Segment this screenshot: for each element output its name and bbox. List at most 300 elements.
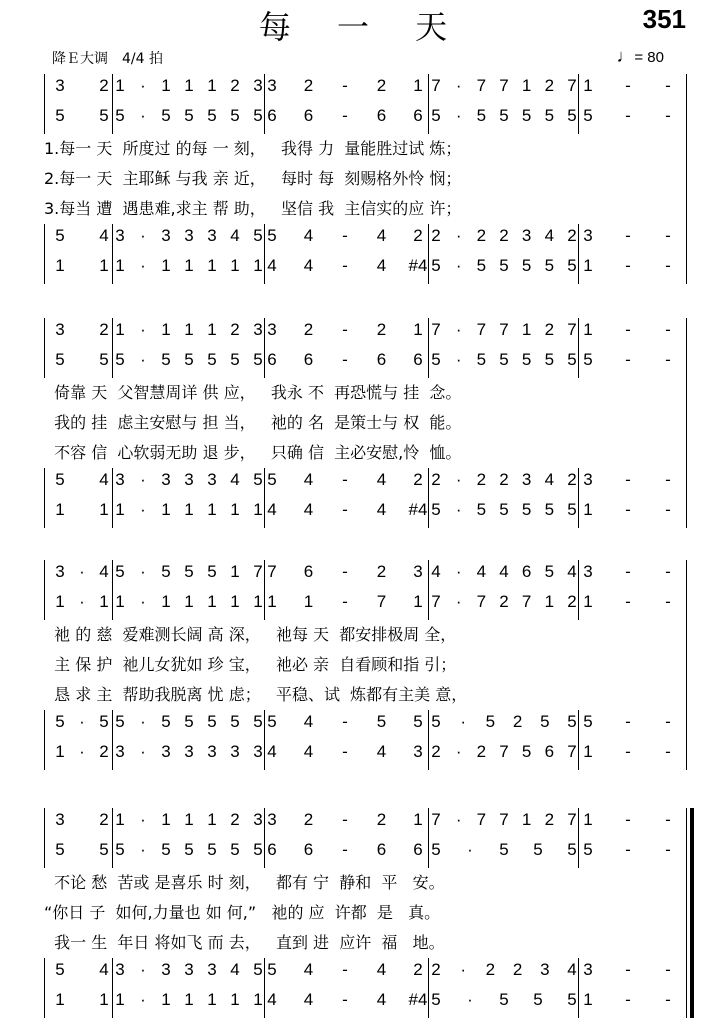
lyric-line	[0, 378, 724, 408]
lyric-text: 倚靠 天 父智慧周详 供 应， 我永 不 再恐慌与 挂 念。	[44, 383, 462, 402]
dash-mark: -	[342, 742, 348, 761]
notation-line	[0, 318, 724, 348]
note-mark: 2	[476, 742, 487, 761]
system-end-line	[686, 560, 687, 770]
note-mark: 4	[303, 226, 314, 245]
note-mark: 5	[533, 840, 543, 859]
note-mark: 3	[267, 810, 277, 829]
note-mark: 5	[55, 106, 65, 125]
note-mark: 4	[99, 960, 109, 979]
note-mark: 5	[267, 960, 277, 979]
note-mark: 7	[376, 592, 387, 611]
note-mark: 2	[376, 76, 387, 95]
bar-line	[578, 710, 579, 770]
note-mark: 7	[567, 320, 577, 339]
bar-line	[264, 958, 265, 1018]
system-start-line	[44, 958, 45, 1018]
note-mark: 3	[55, 320, 65, 339]
note-mark: 1	[207, 320, 217, 339]
note-mark: 3	[207, 226, 217, 245]
dot-mark: ·	[140, 562, 146, 581]
note-mark: 5	[99, 840, 109, 859]
note-mark: 5	[431, 712, 441, 731]
note-mark: 4	[230, 226, 240, 245]
dash-mark: -	[342, 562, 348, 581]
dash-mark: -	[665, 592, 671, 611]
notation-line	[0, 710, 724, 740]
note-mark: 2	[376, 810, 387, 829]
dash-mark: -	[625, 712, 631, 731]
lyric-line	[0, 680, 724, 710]
note-mark: 1	[230, 990, 240, 1009]
note-mark: 6	[413, 350, 423, 369]
note-mark: 5	[544, 500, 555, 519]
note-mark: 2	[413, 960, 423, 979]
dash-mark: -	[342, 350, 348, 369]
note-mark: 4	[303, 990, 314, 1009]
note-mark: 7	[431, 320, 441, 339]
dash-mark: -	[665, 742, 671, 761]
dash-mark: -	[665, 256, 671, 275]
note-mark: 5	[533, 990, 543, 1009]
note-mark: 1	[55, 592, 65, 611]
note-mark: 1	[583, 742, 593, 761]
note-mark: 2	[303, 320, 314, 339]
dash-mark: -	[625, 470, 631, 489]
note-mark: 1	[184, 500, 194, 519]
bar-line	[428, 74, 429, 134]
note-mark: 1	[207, 990, 217, 1009]
dash-mark: -	[625, 256, 631, 275]
note-mark: 5	[253, 350, 263, 369]
note-mark: #4	[408, 500, 428, 519]
note-mark: 7	[431, 592, 441, 611]
note-mark: 4	[431, 562, 441, 581]
note-mark: 4	[303, 500, 314, 519]
dash-mark: -	[625, 990, 631, 1009]
note-mark: 4	[303, 256, 314, 275]
note-mark: 5	[99, 106, 109, 125]
note-mark: 5	[431, 500, 441, 519]
note-mark: 5	[230, 350, 240, 369]
note-mark: 7	[499, 810, 509, 829]
lyric-line	[0, 134, 724, 164]
dot-mark: ·	[140, 960, 146, 979]
note-mark: 1	[583, 500, 593, 519]
note-mark: 4	[230, 470, 240, 489]
dot-mark: ·	[140, 226, 146, 245]
note-mark: 5	[431, 350, 441, 369]
note-mark: 5	[499, 840, 509, 859]
dash-mark: -	[665, 76, 671, 95]
note-mark: 5	[55, 226, 65, 245]
note-mark: 4	[303, 712, 314, 731]
note-mark: 2	[499, 226, 509, 245]
note-mark: 3	[583, 226, 593, 245]
note-mark: #4	[408, 990, 428, 1009]
note-mark: 1	[184, 76, 194, 95]
system-start-line	[44, 74, 45, 134]
note-mark: 3	[55, 76, 65, 95]
dot-mark: ·	[460, 960, 467, 979]
note-mark: 5	[207, 106, 217, 125]
note-mark: 6	[303, 840, 314, 859]
note-mark: 1	[207, 500, 217, 519]
note-mark: 5	[567, 106, 577, 125]
note-mark: 7	[476, 810, 487, 829]
note-mark: 7	[499, 742, 509, 761]
note-mark: 1	[55, 500, 65, 519]
note-mark: 2	[99, 320, 109, 339]
note-mark: 4	[99, 226, 109, 245]
note-mark: 1	[413, 76, 423, 95]
dash-mark: -	[665, 106, 671, 125]
note-mark: 5	[115, 562, 125, 581]
note-mark: 3	[413, 562, 423, 581]
dot-mark: ·	[140, 810, 146, 829]
note-mark: 5	[413, 712, 423, 731]
note-mark: 1	[115, 320, 125, 339]
dot-mark: ·	[79, 592, 85, 611]
note-mark: 6	[376, 106, 387, 125]
note-mark: 2	[303, 76, 314, 95]
note-mark: 3	[115, 742, 125, 761]
note-mark: 1	[583, 810, 593, 829]
dot-mark: ·	[455, 810, 462, 829]
note-mark: 2	[512, 960, 523, 979]
note-mark: 1	[115, 256, 125, 275]
dot-mark: ·	[140, 76, 146, 95]
note-mark: 3	[115, 960, 125, 979]
bar-line	[264, 224, 265, 284]
dash-mark: -	[625, 350, 631, 369]
dash-mark: -	[342, 320, 348, 339]
key-signature: 降Ｅ大调 4/4 拍	[52, 51, 163, 67]
note-mark: 5	[376, 712, 387, 731]
note-mark: 5	[253, 470, 263, 489]
tempo-value: = 80	[634, 49, 664, 66]
note-mark: 3	[184, 226, 194, 245]
note-mark: 5	[115, 350, 125, 369]
note-mark: 4	[376, 990, 387, 1009]
note-mark: 3	[161, 742, 171, 761]
lyric-text: 不论 愁 苦或 是喜乐 时 刻， 都有 宁 静和 平 安。	[44, 873, 445, 892]
dot-mark: ·	[467, 840, 473, 859]
dot-mark: ·	[140, 712, 146, 731]
note-mark: 5	[161, 712, 171, 731]
note-mark: 3	[253, 320, 263, 339]
dot-mark: ·	[140, 592, 146, 611]
note-mark: 3	[207, 960, 217, 979]
note-mark: 3	[55, 810, 65, 829]
note-mark: 5	[115, 712, 125, 731]
note-mark: 5	[544, 350, 555, 369]
lyric-text: 2.每一 天 主耶稣 与我 亲 近， 每时 每 刻赐格外怜 悯；	[44, 169, 462, 188]
note-mark: 6	[267, 350, 277, 369]
note-mark: 5	[267, 226, 277, 245]
note-mark: 3	[267, 76, 277, 95]
note-mark: 2	[476, 470, 487, 489]
lyric-text: 我一 生 年日 将如飞 而 去， 直到 进 应许 福 地。	[44, 933, 445, 952]
note-mark: 5	[521, 256, 532, 275]
lyric-line	[0, 650, 724, 680]
dot-mark: ·	[455, 470, 462, 489]
dash-mark: -	[625, 960, 631, 979]
note-mark: 3	[184, 960, 194, 979]
note-mark: 7	[267, 562, 277, 581]
dash-mark: -	[342, 500, 348, 519]
dot-mark: ·	[140, 106, 146, 125]
note-mark: 1	[99, 592, 109, 611]
note-mark: 2	[99, 76, 109, 95]
note-mark: 1	[583, 990, 593, 1009]
note-mark: 1	[161, 592, 171, 611]
note-mark: 4	[303, 960, 314, 979]
note-mark: 4	[476, 562, 487, 581]
note-mark: 1	[413, 810, 423, 829]
notation-line	[0, 590, 724, 620]
note-mark: 7	[521, 592, 532, 611]
dot-mark: ·	[455, 500, 462, 519]
note-mark: 4	[267, 990, 277, 1009]
dash-mark: -	[342, 470, 348, 489]
note-mark: 2	[376, 320, 387, 339]
note-mark: 5	[115, 106, 125, 125]
lyric-text: 恳 求 主 帮助我脱离 忧 虑； 平稳、试 炼都有主美 意，	[44, 685, 468, 704]
dash-mark: -	[342, 106, 348, 125]
note-mark: 5	[267, 470, 277, 489]
system-start-line	[44, 468, 45, 528]
note-mark: 2	[230, 320, 240, 339]
note-mark: 5	[267, 712, 277, 731]
dash-mark: -	[625, 592, 631, 611]
note-mark: 6	[413, 106, 423, 125]
note-mark: 5	[544, 106, 555, 125]
note-mark: 6	[303, 350, 314, 369]
dash-mark: -	[625, 500, 631, 519]
note-mark: 3	[230, 742, 240, 761]
note-mark: 5	[567, 712, 577, 731]
note-mark: 1	[253, 256, 263, 275]
bar-line	[578, 224, 579, 284]
note-mark: 1	[583, 76, 593, 95]
dash-mark: -	[665, 960, 671, 979]
notation-line	[0, 740, 724, 770]
lyric-line	[0, 928, 724, 958]
note-mark: 3	[583, 960, 593, 979]
dot-mark: ·	[140, 500, 146, 519]
note-mark: 7	[253, 562, 263, 581]
bar-line	[578, 808, 579, 868]
note-mark: 5	[567, 500, 577, 519]
note-mark: 2	[567, 470, 577, 489]
bar-line	[264, 560, 265, 620]
dot-mark: ·	[455, 562, 462, 581]
note-mark: 2	[544, 810, 555, 829]
note-mark: 7	[499, 76, 509, 95]
note-mark: 7	[499, 320, 509, 339]
note-mark: 5	[583, 712, 593, 731]
notation-line	[0, 498, 724, 528]
lyric-text: 3.每当 遭 遇患难,求主 帮 助， 坚信 我 主信实的应 许；	[44, 199, 462, 218]
note-mark: 7	[476, 592, 487, 611]
note-mark: 3	[267, 320, 277, 339]
note-mark: 1	[161, 76, 171, 95]
dash-mark: -	[625, 742, 631, 761]
dash-mark: -	[665, 226, 671, 245]
music-system	[0, 560, 724, 770]
note-mark: 5	[583, 106, 593, 125]
note-mark: 2	[413, 470, 423, 489]
note-mark: 5	[521, 500, 532, 519]
note-mark: 5	[161, 106, 171, 125]
note-mark: 4	[376, 226, 387, 245]
note-mark: 6	[303, 562, 314, 581]
note-mark: 5	[161, 562, 171, 581]
bar-line	[428, 560, 429, 620]
dash-mark: -	[625, 840, 631, 859]
note-mark: 1	[583, 592, 593, 611]
note-mark: 5	[544, 256, 555, 275]
dash-mark: -	[665, 350, 671, 369]
notation-line	[0, 838, 724, 868]
note-mark: 4	[544, 226, 555, 245]
dash-mark: -	[665, 810, 671, 829]
note-mark: 5	[253, 106, 263, 125]
notation-line	[0, 468, 724, 498]
bar-line	[578, 468, 579, 528]
system-start-line	[44, 710, 45, 770]
note-mark: 1	[115, 76, 125, 95]
lyric-text: 1.每一 天 所度过 的每 一 刻， 我得 力 量能胜过试 炼；	[44, 139, 462, 158]
note-mark: 2	[376, 562, 387, 581]
dot-mark: ·	[140, 470, 146, 489]
note-mark: 4	[567, 562, 577, 581]
music-system	[0, 318, 724, 528]
bar-line	[428, 318, 429, 378]
notation-line	[0, 808, 724, 838]
note-mark: 2	[544, 320, 555, 339]
note-mark: 1	[161, 990, 171, 1009]
bar-line	[428, 958, 429, 1018]
dot-mark: ·	[79, 742, 85, 761]
note-mark: 3	[253, 742, 263, 761]
note-mark: 2	[512, 712, 523, 731]
note-mark: 5	[431, 106, 441, 125]
bar-line	[264, 318, 265, 378]
final-double-barline	[690, 808, 694, 1018]
note-mark: 4	[303, 470, 314, 489]
note-mark: 5	[55, 712, 65, 731]
note-mark: 4	[303, 742, 314, 761]
note-mark: 6	[376, 350, 387, 369]
note-mark: 6	[413, 840, 423, 859]
note-mark: 1	[207, 592, 217, 611]
note-mark: 1	[99, 500, 109, 519]
note-mark: 4	[567, 960, 577, 979]
dot-mark: ·	[140, 350, 146, 369]
note-mark: 5	[184, 562, 194, 581]
note-mark: 3	[161, 470, 171, 489]
dot-mark: ·	[455, 106, 462, 125]
note-mark: 4	[230, 960, 240, 979]
lyric-text: 我的 挂 虑主安慰与 担 当， 祂的 名 是策士与 权 能。	[44, 413, 462, 432]
dash-mark: -	[625, 106, 631, 125]
note-mark: 3	[207, 742, 217, 761]
note-mark: 4	[267, 256, 277, 275]
bar-line	[112, 318, 113, 378]
note-mark: 5	[207, 712, 217, 731]
note-mark: 2	[99, 742, 109, 761]
note-mark: 5	[544, 562, 555, 581]
dash-mark: -	[625, 810, 631, 829]
dash-mark: -	[342, 226, 348, 245]
note-mark: 3	[184, 742, 194, 761]
note-mark: 3	[413, 742, 423, 761]
note-mark: 5	[476, 256, 487, 275]
note-mark: 2	[413, 226, 423, 245]
dash-mark: -	[625, 226, 631, 245]
music-system	[0, 74, 724, 284]
lyric-text: 不容 信 心软弱无助 退 步， 只确 信 主必安慰,怜 恤。	[44, 443, 462, 462]
note-mark: 5	[567, 990, 577, 1009]
note-mark: 1	[544, 592, 555, 611]
dot-mark: ·	[455, 350, 462, 369]
note-mark: 1	[115, 500, 125, 519]
note-mark: 5	[184, 350, 194, 369]
bar-line	[428, 808, 429, 868]
note-mark: 3	[583, 470, 593, 489]
note-mark: 5	[253, 960, 263, 979]
note-mark: 1	[184, 810, 194, 829]
dot-mark: ·	[455, 226, 462, 245]
note-mark: 3	[540, 960, 550, 979]
dot-mark: ·	[140, 990, 146, 1009]
note-mark: 3	[184, 470, 194, 489]
note-mark: 5	[253, 226, 263, 245]
note-mark: 6	[267, 106, 277, 125]
note-mark: 6	[267, 840, 277, 859]
note-mark: 5	[521, 350, 532, 369]
note-mark: 2	[544, 76, 555, 95]
lyric-line	[0, 194, 724, 224]
note-mark: 1	[161, 500, 171, 519]
note-mark: 1	[184, 256, 194, 275]
note-mark: 5	[55, 960, 65, 979]
note-mark: 3	[521, 226, 532, 245]
note-mark: 1	[161, 810, 171, 829]
bar-line	[112, 560, 113, 620]
note-mark: 1	[184, 320, 194, 339]
note-mark: 5	[207, 350, 217, 369]
note-mark: 2	[431, 960, 441, 979]
note-mark: 5	[184, 840, 194, 859]
note-mark: 3	[55, 562, 65, 581]
note-mark: 5	[476, 350, 487, 369]
system-end-line	[686, 74, 687, 284]
note-mark: 2	[303, 810, 314, 829]
note-mark: 1	[99, 256, 109, 275]
note-mark: 2	[485, 960, 496, 979]
note-mark: 5	[99, 712, 109, 731]
note-mark: 7	[567, 76, 577, 95]
note-mark: 1	[230, 562, 240, 581]
dot-mark: ·	[140, 840, 146, 859]
dot-mark: ·	[455, 320, 462, 339]
dash-mark: -	[342, 990, 348, 1009]
bar-line	[112, 468, 113, 528]
note-mark: 4	[544, 470, 555, 489]
